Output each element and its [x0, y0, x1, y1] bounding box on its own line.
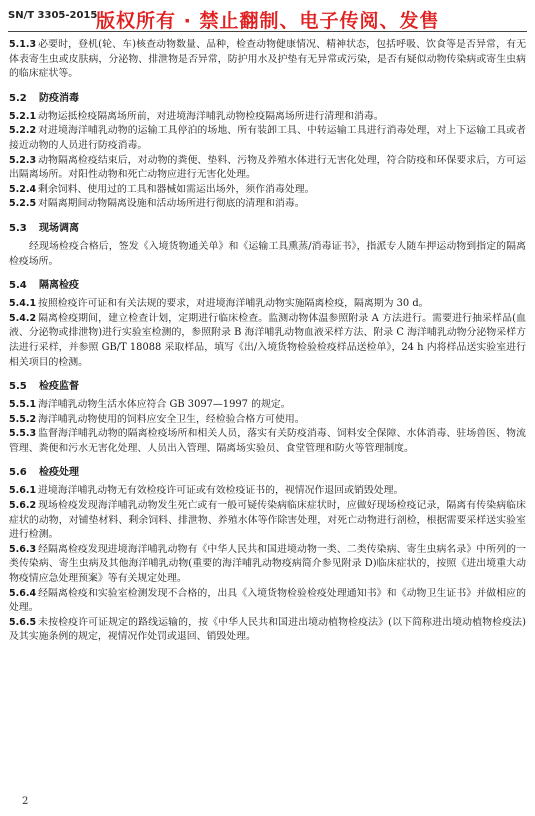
- clause-number: 5.5.3: [9, 428, 37, 440]
- clause-paragraph: [9, 427, 526, 456]
- clause-number: 5.2.5: [9, 198, 37, 210]
- section-number: 5.2: [9, 92, 27, 104]
- clause-text: 对隔离期间动物隔离设施和活动场所进行彻底的清理和消毒。: [38, 198, 305, 210]
- clause-text: 经隔离检疫发现进境海洋哺乳动物有《中华人民共和国进境动物一类、二类传染病、寄生虫病名录》中所列的一类传染病、寄生虫病及其他海洋哺乳动物(重要的海洋哺乳动物疫病简介参见附录 D)临床症状的，按照《进出境重大动物疫情应急处理预案》等有关规定处理。: [9, 543, 526, 585]
- clause-number: 5.4.2: [9, 312, 37, 324]
- clause-paragraph: [9, 297, 526, 312]
- clause-text: 现场检疫发现海洋哺乳动物发生死亡或有一般可疑传染病临床症状时，应做好现场检疫记录，隔离有传染病临床症状的动物，对铺垫材料、剩余饲料、排泄物、养殖水体等作除害处理，对死亡动物进行剖检，根据需要采样送实验室进行检测。: [9, 500, 526, 541]
- clause-paragraph: [9, 110, 526, 125]
- clause-paragraph: [9, 398, 526, 413]
- section-heading: [9, 466, 526, 480]
- clause-paragraph: [9, 38, 526, 82]
- clause-number: 5.6.4: [9, 587, 37, 599]
- clause-text: 剩余饲料、使用过的工具和器械如需运出场外，须作消毒处理。: [38, 183, 315, 195]
- header-rule: [8, 31, 527, 32]
- clause-number: 5.6.1: [9, 485, 37, 497]
- clause-text: 海洋哺乳动物使用的饲料应安全卫生，经检验合格方可使用。: [38, 413, 305, 425]
- clause-paragraph: [9, 197, 526, 212]
- clause-number: 5.2.4: [9, 183, 37, 195]
- clause-number: 5.2.1: [9, 110, 37, 122]
- section-title: 检疫监督: [39, 381, 79, 393]
- clause-paragraph: [9, 183, 526, 198]
- section-title: 现场调离: [39, 222, 79, 234]
- section-title: 隔离检疫: [39, 280, 79, 292]
- clause-number: 5.6.2: [9, 500, 37, 512]
- clause-text: 按照检疫许可证和有关法规的要求，对进境海洋哺乳动物实施隔离检疫，隔离期为 30 d。: [38, 298, 429, 310]
- clause-text: 海洋哺乳动物生活水体应符合 GB 3097—1997 的规定。: [38, 399, 291, 411]
- clause-number: 5.5.2: [9, 413, 37, 425]
- clause-paragraph: [9, 484, 526, 499]
- clause-text: 进境海洋哺乳动物无有效检疫许可证或有效检疫证书的，视情况作退回或销毁处理。: [38, 485, 404, 497]
- clause-number: 5.2.3: [9, 154, 37, 166]
- section-heading: [9, 380, 526, 394]
- section-number: 5.5: [9, 381, 27, 393]
- clause-paragraph: [9, 124, 526, 153]
- copyright-watermark: 版权所有 · 禁止翻制、电子传阅、发售: [96, 10, 440, 32]
- clause-paragraph: [9, 587, 526, 616]
- clause-paragraph: [9, 413, 526, 428]
- clause-number: 5.5.1: [9, 399, 37, 411]
- clause-paragraph: [9, 543, 526, 587]
- section-heading: [9, 279, 526, 293]
- clause-paragraph: [9, 154, 526, 183]
- clause-text: 对进境海洋哺乳动物的运输工具停泊的场地、所有装卸工具、中转运输工具进行消毒处理，对上下运输工具或者接近动物的人员进行防疫消毒。: [9, 125, 526, 151]
- document-body: [9, 38, 526, 645]
- clause-text: 隔离检疫期间，建立检查计划，定期进行临床检查。监测动物体温参照附录 A 方法进行。需要进行抽采样品(血液、分泌物或排泄物)进行实验室检测的，参照附录 B 海洋哺乳动物血液采样方法、附录 C 海洋哺乳动物分泌物采样方法进行采样，并参照 GB/T 18088 采取样品，填写《出/入境货物检验检疫样品送检单》，24 h 内将样品送实验室进行相关项目的检测。: [9, 312, 526, 368]
- section-heading: [9, 92, 526, 106]
- clause-text: 监督海洋哺乳动物的隔离检疫场所和相关人员，落实有关防疫消毒、饲料安全保障、水体消毒、驻场兽医、物流管理、粪便和污水无害化处理、人员出入管理、隔离场实验员、食堂管理和防火等管理制度。: [9, 428, 526, 454]
- clause-number: 5.4.1: [9, 298, 37, 310]
- clause-text: 必要时，登机(轮、车)核查动物数量、品种，检查动物健康情况、精神状态，包括呼吸、饮食等是否异常，有无体表寄生虫或皮肤病，分泌物、排泄物是否异常，防护用水及护垫有无异常或污染，是否有疑似动物传染病或寄生虫病的临床症状等。: [9, 39, 526, 80]
- page-header: [8, 6, 528, 32]
- clause-number: 5.1.3: [9, 39, 37, 50]
- clause-number: 5.6.5: [9, 616, 37, 628]
- section-number: 5.6: [9, 467, 27, 479]
- section-title: 防疫消毒: [39, 92, 79, 104]
- clause-paragraph: [9, 499, 526, 543]
- clause-text: 动物隔离检疫结束后，对动物的粪便、垫料、污物及养殖水体进行无害化处理，符合防疫和环保要求后，方可运出隔离场所。对阳性动物和死亡动物应进行无害化处理。: [9, 154, 526, 181]
- section-number: 5.4: [9, 280, 27, 292]
- section-heading: [9, 222, 526, 236]
- clause-number: 5.2.2: [9, 125, 37, 137]
- page-number: 2: [22, 796, 29, 807]
- standard-code: SN/T 3305-2015: [8, 10, 98, 21]
- clause-text: 动物运抵检疫隔离场所前，对进境海洋哺乳动物检疫隔离场所进行清理和消毒。: [38, 110, 384, 122]
- section-number: 5.3: [9, 222, 27, 234]
- clause-paragraph: [9, 616, 526, 645]
- clause-text: 经隔离检疫和实验室检测发现不合格的，出具《入境货物检验检疫处理通知书》和《动物卫生证书》并做相应的处理。: [9, 587, 526, 614]
- body-paragraph: 经现场检疫合格后，签发《入境货物通关单》和《运输工具熏蒸/消毒证书》，指派专人随车押运动物到指定的隔离检疫场所。: [9, 240, 526, 267]
- clause-paragraph: [9, 312, 526, 370]
- clause-text: 未按检疫许可证规定的路线运输的，按《中华人民共和国进出境动植物检疫法》(以下简称进出境动植物检疫法)及其实施条例的规定，视情况作处罚或退回、销毁处理。: [9, 616, 526, 643]
- clause-number: 5.6.3: [9, 543, 37, 555]
- section-title: 检疫处理: [39, 467, 79, 479]
